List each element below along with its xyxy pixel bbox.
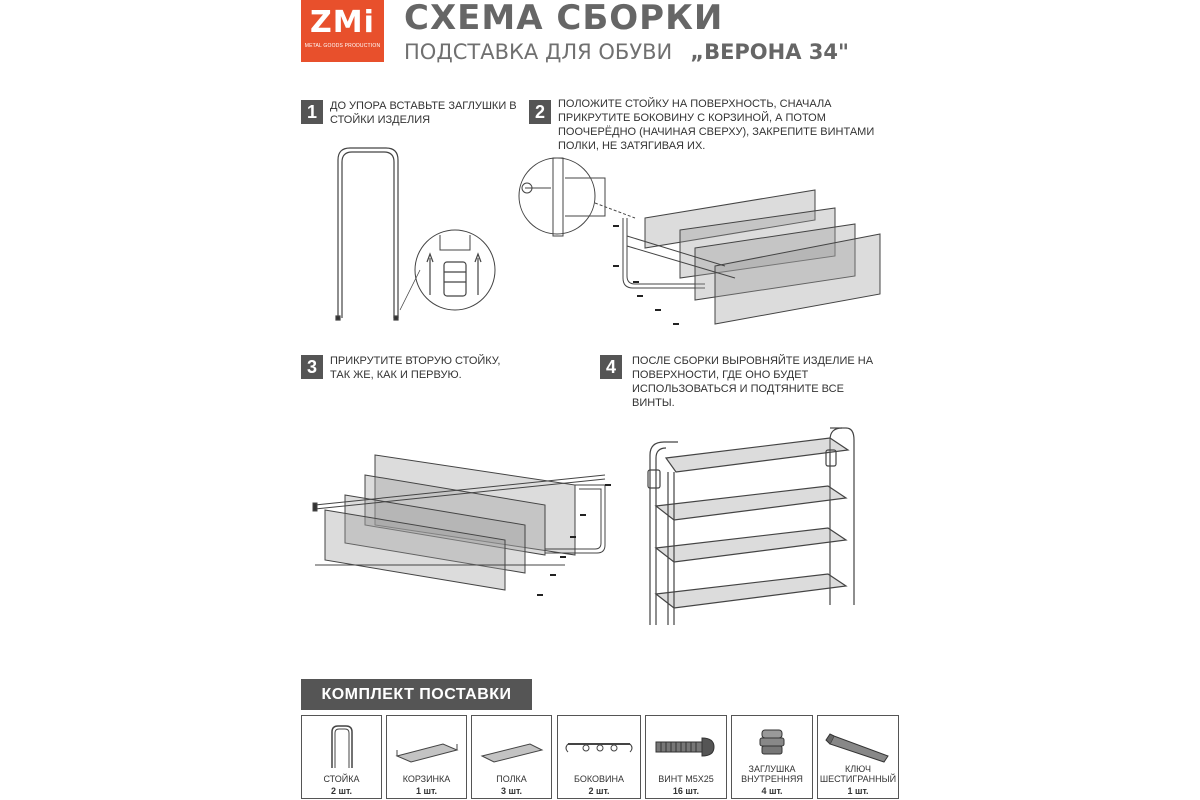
kit-item-plug [731, 715, 813, 799]
side-bracket-icon [558, 716, 640, 776]
kit-item-screw [645, 715, 727, 799]
step-3-number: 3 [301, 355, 323, 379]
step-4-illustration [630, 420, 860, 635]
kit-item-label: ПОЛКА [496, 774, 527, 784]
page-title: СХЕМА СБОРКИ [404, 0, 724, 38]
step-3-illustration [305, 445, 625, 605]
kit-item-qty: 3 шт. [500, 786, 523, 796]
basket-icon [387, 716, 466, 776]
step-1-number: 1 [301, 100, 323, 124]
kit-item-label: СТОЙКА [323, 774, 360, 784]
step-1-text: ДО УПОРА ВСТАВЬТЕ ЗАГЛУШКИ В СТОЙКИ ИЗДЕЛИЯ [330, 100, 517, 126]
kit-item-side [557, 715, 641, 799]
step-2-illustration [515, 148, 895, 338]
brand-logo [301, 0, 384, 62]
product-type: ПОДСТАВКА ДЛЯ ОБУВИ [404, 40, 673, 64]
rack-post-icon [302, 716, 381, 776]
kit-item-qty: 16 шт. [672, 786, 700, 796]
step-2-text: ПОЛОЖИТЕ СТОЙКУ НА ПОВЕРХНОСТЬ, СНАЧАЛА ПРИКРУТИТЕ БОКОВИНУ С КОРЗИНОЙ, А ПОТОМ ПООЧЕРЁДНО (НАЧИНАЯ СВЕРХУ), ЗАКРЕПИТЕ ВИНТАМИ ПОЛКИ, НЕ ЗАТЯГИВАЯ ИХ. [558, 98, 875, 152]
step-1-illustration [320, 140, 500, 330]
kit-item-basket [386, 715, 467, 799]
step-2-number: 2 [529, 100, 551, 124]
kit-item-qty: 2 шт. [588, 786, 610, 796]
kit-item-qty: 1 шт. [415, 786, 438, 796]
kit-item-label: КЛЮЧ ШЕСТИГРАННЫЙ [819, 764, 897, 784]
page-subtitle [404, 40, 849, 64]
kit-section-title: КОМПЛЕКТ ПОСТАВКИ [301, 679, 532, 710]
kit-item-qty: 1 шт. [847, 786, 869, 796]
kit-item-label: ЗАГЛУШКА ВНУТРЕННЯЯ [741, 764, 803, 784]
kit-item-label: КОРЗИНКА [402, 774, 451, 784]
kit-item-label: БОКОВИНА [574, 774, 624, 784]
step-3-text: ПРИКРУТИТЕ ВТОРУЮ СТОЙКУ, ТАК ЖЕ, КАК И ПЕРВУЮ. [330, 355, 501, 381]
logo-tagline: METAL GOODS PRODUCTION [304, 43, 381, 49]
kit-item-shelf [471, 715, 552, 799]
logo-brand: ZMi [310, 5, 375, 40]
kit-item-qty: 4 шт. [761, 786, 783, 796]
shelf-icon [472, 716, 551, 776]
kit-item-hex-key [817, 715, 899, 799]
kit-item-qty: 2 шт. [330, 786, 353, 796]
step-4-text: ПОСЛЕ СБОРКИ ВЫРОВНЯЙТЕ ИЗДЕЛИЕ НА ПОВЕРХНОСТИ, ГДЕ ОНО БУДЕТ ИСПОЛЬЗОВАТЬСЯ И ПОДТЯНИТЕ ВСЕ ВИНТЫ. [632, 355, 874, 409]
screw-icon [646, 716, 726, 776]
kit-item-label: ВИНТ М5Х25 [658, 774, 714, 784]
step-4-number: 4 [600, 355, 622, 379]
product-model: „ВЕРОНА 34" [690, 40, 849, 64]
kit-item-post [301, 715, 382, 799]
